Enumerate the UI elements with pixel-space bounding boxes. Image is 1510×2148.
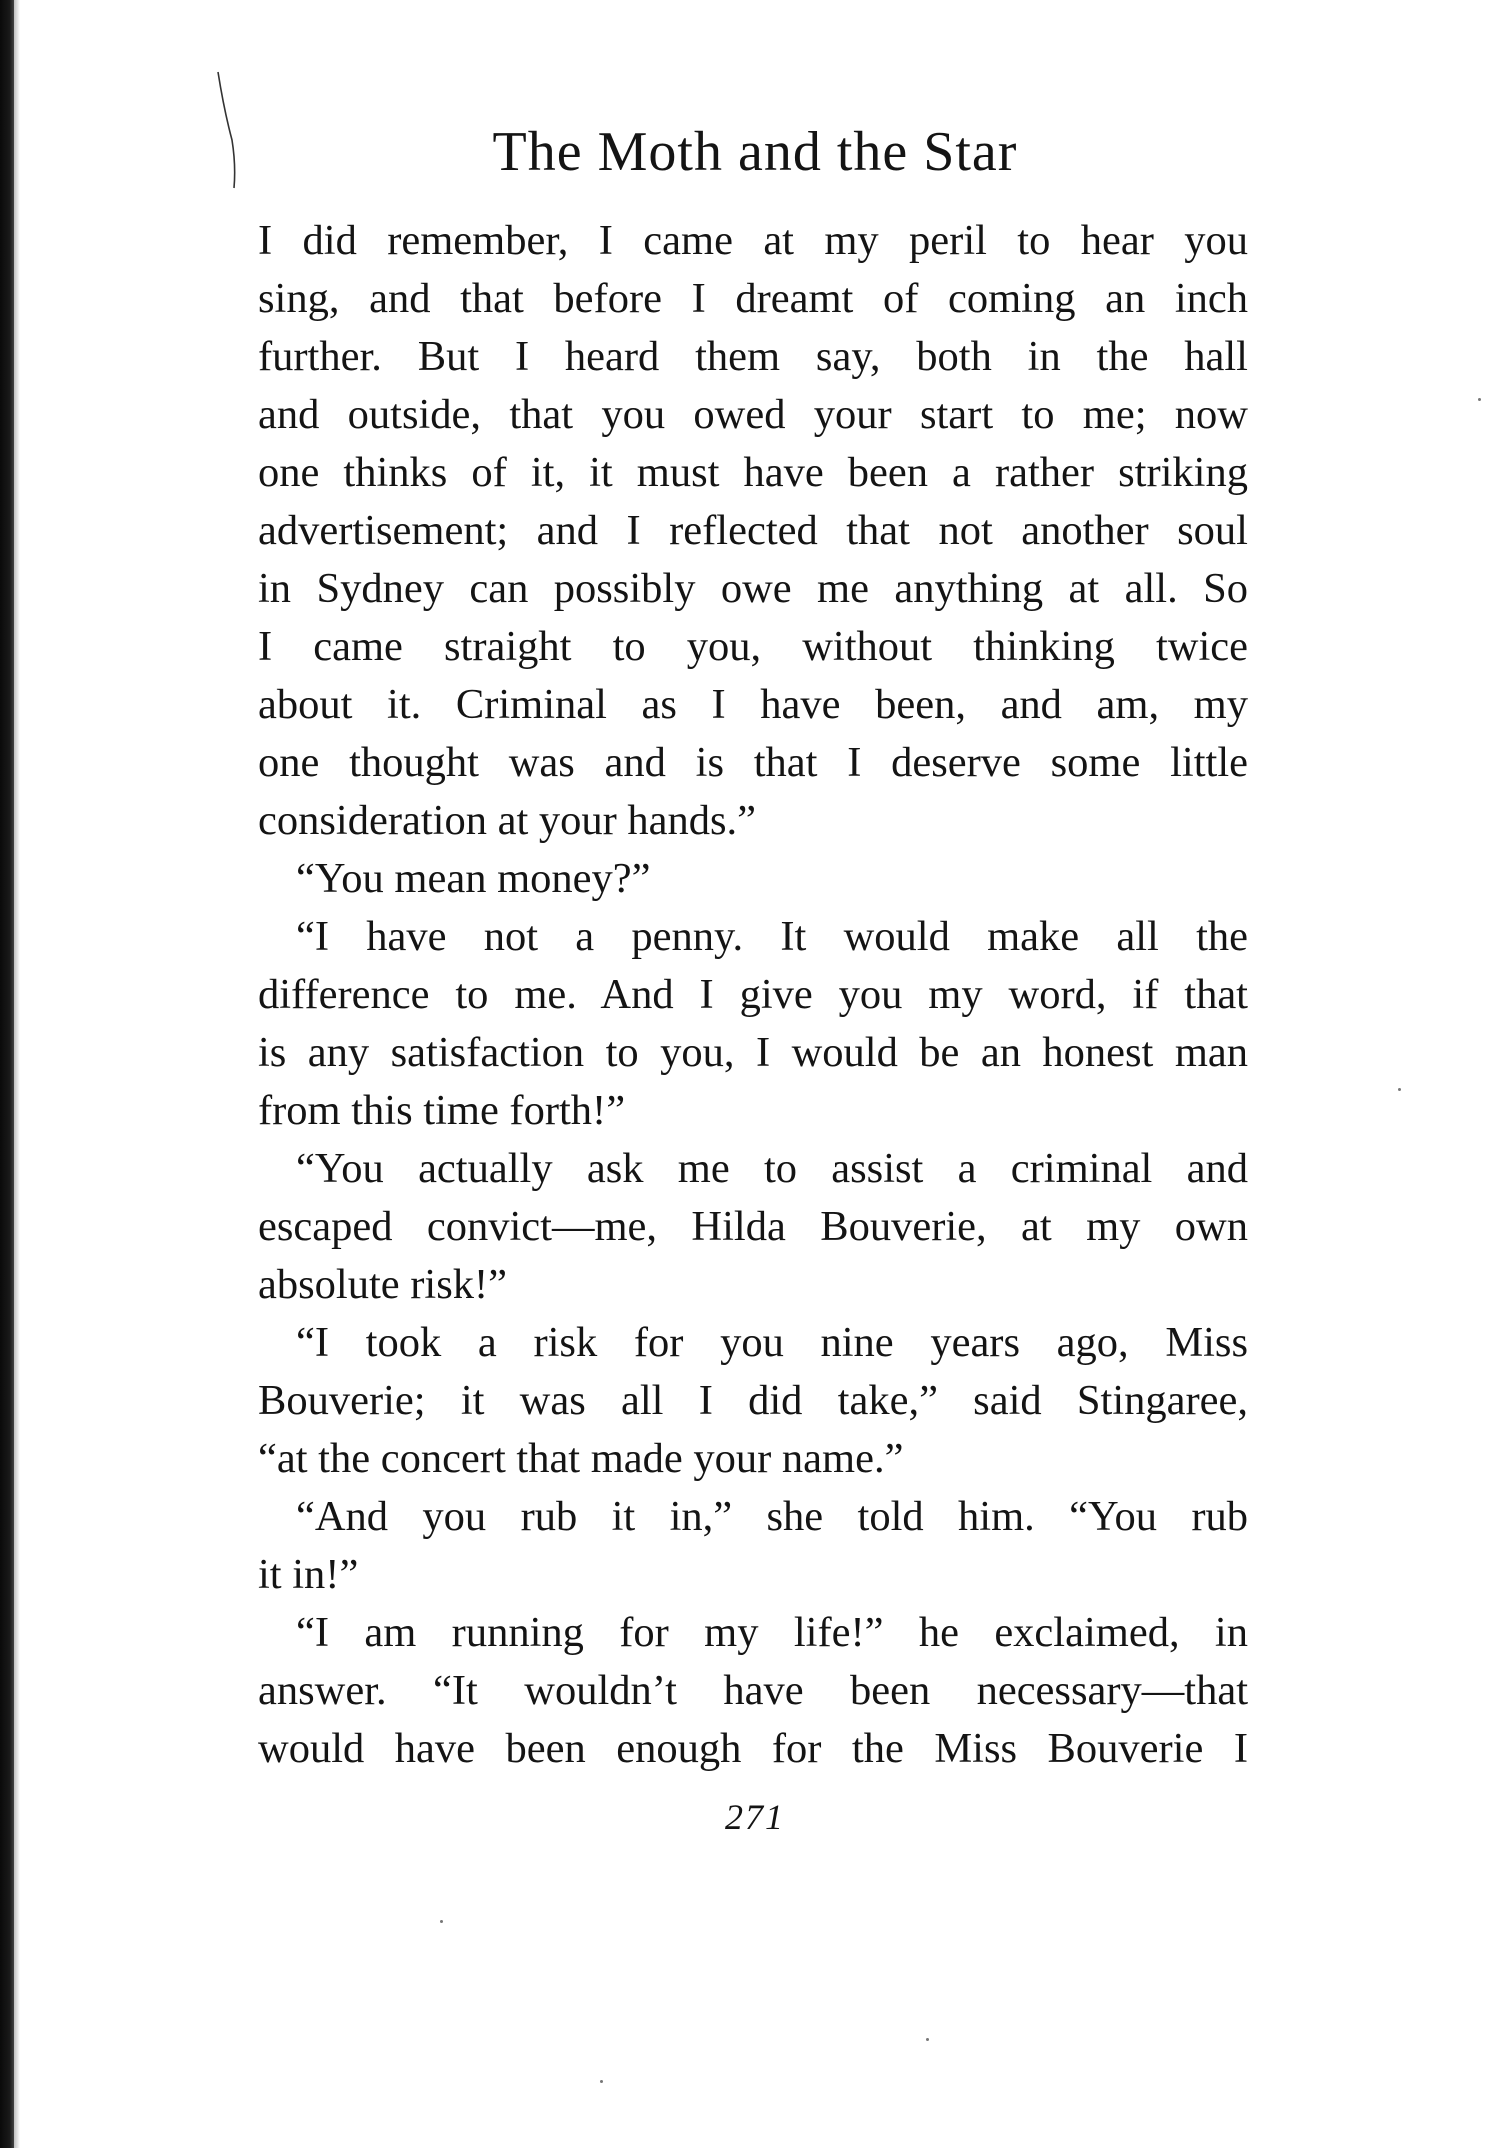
text-line: “And you rub it in,” she told him. “You rub [296,1493,1248,1540]
body-text [258,212,1248,1778]
text-line: “You mean money?” [296,855,651,902]
text-line: advertisement; and I reflected that not another soul [258,507,1248,554]
text-line: escaped convict—me, Hilda Bouverie, at my own [258,1203,1248,1250]
text-line: “I have not a penny. It would make all the [296,913,1248,960]
text-line: answer. “It wouldn’t have been necessary—that [258,1667,1248,1714]
paper-speck [926,2038,929,2041]
text-line: about it. Criminal as I have been, and am, my [258,681,1248,728]
text-line: I came straight to you, without thinking twice [258,623,1248,670]
paper-speck [440,1920,443,1923]
text-line: “You actually ask me to assist a criminal and [296,1145,1248,1192]
paragraph [258,850,1248,908]
text-line: and outside, that you owed your start to me; now [258,391,1248,438]
text-line: sing, and that before I dreamt of coming an inch [258,275,1248,322]
text-line: from this time forth!” [258,1087,626,1134]
text-line: “I took a risk for you nine years ago, Miss [296,1319,1248,1366]
text-line: is any satisfaction to you, I would be an honest man [258,1029,1248,1076]
text-line: “I am running for my life!” he exclaimed, in [296,1609,1248,1656]
paragraph [258,212,1248,850]
paragraph [258,1140,1248,1314]
page-number: 271 [725,1797,785,1837]
paper-speck [1398,1088,1401,1091]
text-line: further. But I heard them say, both in the hall [258,333,1248,380]
text-line: Bouverie; it was all I did take,” said Stingaree, [258,1377,1248,1424]
text-line: it in!” [258,1551,359,1598]
paragraph [258,1488,1248,1604]
text-line: would have been enough for the Miss Bouverie I [258,1725,1248,1772]
text-line: absolute risk!” [258,1261,508,1308]
text-line: one thought was and is that I deserve some little [258,739,1248,786]
text-line: consideration at your hands.” [258,797,757,844]
running-head: The Moth and the Star [492,121,1018,183]
paper-speck [1478,398,1481,401]
paragraph [258,1604,1248,1778]
text-line: in Sydney can possibly owe me anything at all. So [258,565,1248,612]
text-line: I did remember, I came at my peril to hear you [258,217,1248,264]
paper-speck [600,2080,603,2083]
paragraph [258,908,1248,1140]
paragraph [258,1314,1248,1488]
text-line: one thinks of it, it must have been a rather striking [258,449,1248,496]
text-line: difference to me. And I give you my word, if that [258,971,1248,1018]
text-line: “at the concert that made your name.” [258,1435,904,1482]
